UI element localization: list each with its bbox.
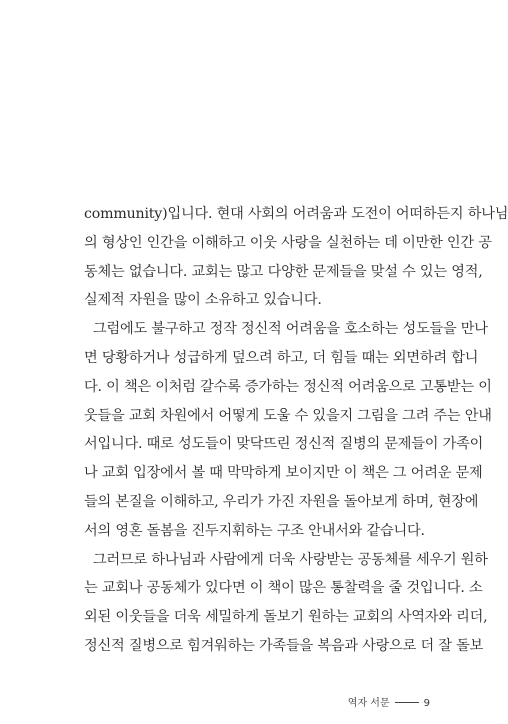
- page-footer: [348, 694, 430, 709]
- text-line: 그럼에도 불구하고 정작 정신적 어려움을 호소하는 성도들을 만나: [93, 321, 488, 338]
- text-line: 정신적 질병으로 힘겨워하는 가족들을 복음과 사랑으로 더 잘 돌보: [84, 637, 484, 654]
- text-line: community)입니다. 현대 사회의 어려움과 도전이 어떠하든지 하나님: [84, 206, 508, 222]
- text-line: 외된 이웃들을 더욱 세밀하게 돌보기 원하는 교회의 사역자와 리더,: [84, 609, 488, 626]
- text-line: 면 당황하거나 성급하게 덮으려 하고, 더 힘들 때는 외면하려 합니: [84, 349, 479, 366]
- text-line: 실제적 자원을 많이 소유하고 있습니다.: [84, 292, 322, 309]
- text-line: 의 형상인 인간을 이해하고 이웃 사랑을 실천하는 데 이만한 인간 공: [84, 234, 492, 251]
- text-line: 들의 본질을 이해하고, 우리가 가진 자원을 돌아보게 하며, 현장에: [84, 493, 479, 510]
- page-number: 9: [423, 698, 430, 709]
- text-line: 다. 이 책은 이처럼 갈수록 증가하는 정신적 어려움으로 고통받는 이: [84, 378, 492, 395]
- text-line: 동체는 없습니다. 교회는 많고 다양한 문제들을 맞설 수 있는 영적,: [84, 263, 483, 280]
- footer-divider: [395, 702, 419, 703]
- text-line: 웃들을 교회 차원에서 어떻게 도울 수 있을지 그림을 그려 주는 안내: [84, 407, 492, 424]
- running-header-section-title: 역자 서문: [347, 698, 390, 709]
- text-line: 서의 영혼 돌봄을 진두지휘하는 구조 안내서와 같습니다.: [84, 522, 425, 539]
- paragraph-2: [84, 315, 492, 545]
- text-line: 는 교회나 공동체가 있다면 이 책이 많은 통찰력을 줄 것입니다. 소: [84, 580, 483, 597]
- body-text: [84, 200, 508, 661]
- paragraph-1: [84, 200, 508, 315]
- text-line: 서입니다. 때로 성도들이 맞닥뜨린 정신적 질병의 문제들이 가족이: [84, 436, 484, 453]
- paragraph-3: [84, 546, 488, 661]
- text-line: 나 교회 입장에서 볼 때 막막하게 보이지만 이 책은 그 어려운 문제: [84, 465, 483, 482]
- text-line: 그러므로 하나님과 사람에게 더욱 사랑받는 공동체를 세우기 원하: [93, 551, 488, 568]
